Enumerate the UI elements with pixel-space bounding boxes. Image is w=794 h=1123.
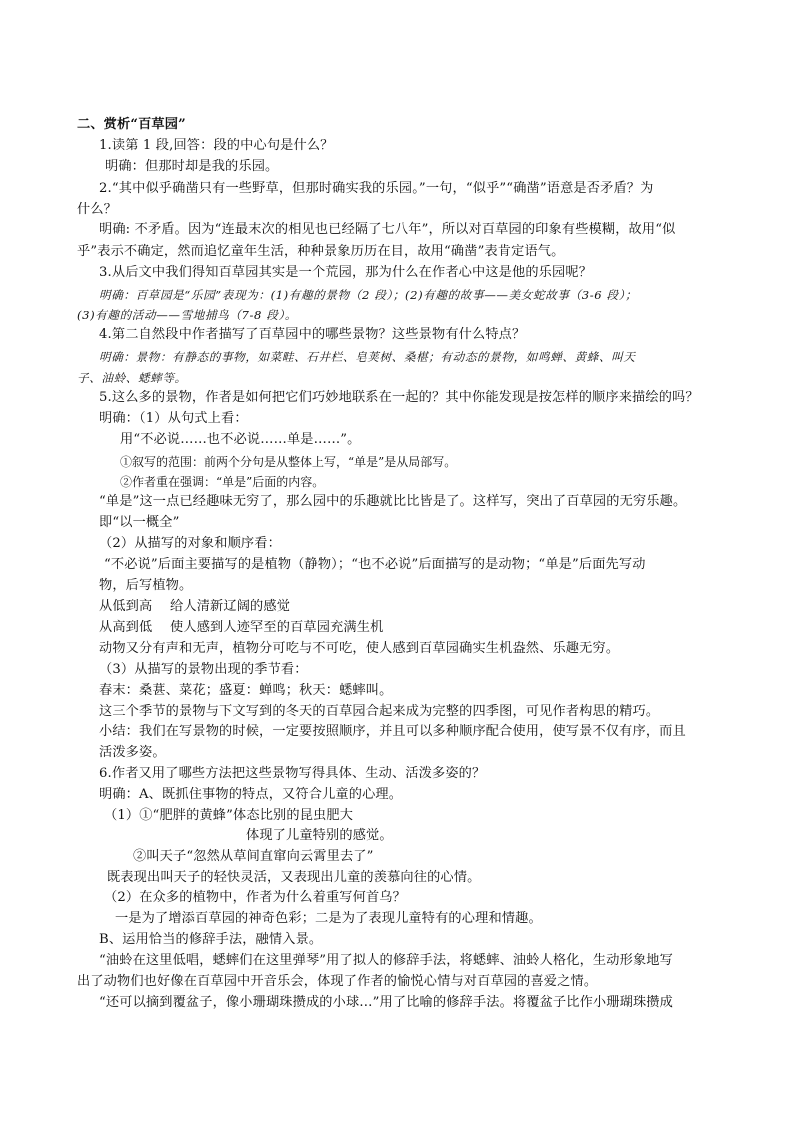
answer-6-rhetoric-heading: B、运用恰当的修辞手法，融情入景。 — [99, 932, 323, 947]
question-2-line-1: 2.“其中似乎确凿只有一些野草，但那时确实我的乐园。”一句，“似乎”“确凿”语意是否矛盾？为 — [99, 181, 654, 196]
answer-4-line-2: 子、油蛉、蟋蟀等。 — [77, 371, 187, 385]
question-5: 5.这么多的景物，作者是如何把它们巧妙地联系在一起的？其中你能发现是按怎样的顺序来描绘的吗？ — [99, 390, 699, 405]
question-1: 1.读第 1 段,回答：段的中心句是什么？ — [99, 138, 334, 153]
answer-6-a-1: （1）①“肥胖的黄蜂”体态比别的昆虫肥大 — [104, 808, 354, 823]
answer-5-point-2: ②作者重在强调：“单是”后面的内容。 — [120, 475, 325, 489]
answer-5-point-1: ①叙写的范围：前两个分句是从整体上写，“单是”是从局部写。 — [120, 455, 457, 469]
summary-line-1: 小结：我们在写景物的时候，一定要按照顺序，并且可以多种顺序配合使用，使写景不仅有序，而且 — [99, 724, 686, 739]
answer-6-b-question: （2）在众多的植物中，作者为什么着重写何首乌？ — [104, 890, 406, 905]
answer-5-order-line-2: 物，后写植物。 — [99, 578, 193, 593]
answer-5-heading-1: 明确：（1）从句式上看： — [99, 411, 248, 426]
answer-6-a: 明确：A、既抓住事物的特点，又符合儿童的心理。 — [99, 787, 403, 802]
answer-1: 明确：但那时却是我的乐园。 — [105, 159, 279, 174]
question-2-line-2: 什么？ — [77, 202, 118, 217]
answer-5-order-line-1: “不必说”后面主要描写的是植物（静物）；“也不必说”后面描写的是动物；“单是”后面先写动 — [104, 557, 646, 572]
answer-4-line-1: 明确：景物：有静态的事物，如菜畦、石井栏、皂荚树、桑椹；有动态的景物，如鸣蝉、黄蜂、叫天 — [99, 350, 636, 364]
answer-5-summary: 即“以一概全” — [99, 515, 180, 530]
answer-6-a-2: ②叫天子“忽然从草间直窜向云霄里去了” — [133, 849, 374, 864]
answer-5-low-to-high: 从低到高 给人清新辽阔的感觉 — [99, 599, 291, 614]
answer-2-line-2: 乎”表示不确定，然而追忆童年生活，种种景象历历在目，故用“确凿”表肯定语气。 — [77, 244, 565, 259]
rhetoric-example-1-line-2: 出了动物们也好像在百草园中开音乐会，体现了作者的愉悦心情与对百草园的喜爱之情。 — [77, 974, 598, 989]
answer-5-seasons: 春末：桑葚、菜花；盛夏：蝉鸣；秋天：蟋蟀叫。 — [99, 683, 393, 698]
answer-5-heading-3: （3）从描写的景物出现的季节看： — [99, 662, 308, 677]
rhetoric-example-2: “还可以摘到覆盆子，像小珊瑚珠攒成的小球…”用了比喻的修辞手法。将覆盆子比作小珊瑚珠攒成 — [99, 995, 673, 1010]
answer-3-line-1: 明确：百草园是“乐园”表现为：(1)有趣的景物（2 段）；(2)有趣的故事——美女蛇故事（3-6 段）； — [99, 288, 638, 302]
answer-5-animals-plants: 动物又分有声和无声，植物分可吃与不可吃，使人感到百草园确实生机盎然、乐趣无穷。 — [99, 641, 620, 656]
answer-5-high-to-low: 从高到低 使人感到人迹罕至的百草园充满生机 — [99, 620, 384, 635]
answer-5-explanation: “单是”这一点已经趣味无穷了，那么园中的乐趣就比比皆是了。这样写，突出了百草园的无穷乐趣。 — [99, 494, 687, 509]
answer-5-sentence-pattern: 用“不必说……也不必说……单是……”。 — [120, 432, 361, 447]
answer-5-heading-2: （2）从描写的对象和顺序看： — [99, 536, 281, 551]
answer-6-b-answer: 一是为了增添百草园的神奇色彩；二是为了表现儿童特有的心理和情趣。 — [115, 911, 542, 926]
summary-line-2: 活泼多姿。 — [99, 745, 166, 760]
answer-6-a-1-feeling: 体现了儿童特别的感觉。 — [246, 828, 393, 843]
question-6: 6.作者又用了哪些方法把这些景物写得具体、生动、活泼多姿的？ — [99, 766, 486, 781]
answer-5-four-seasons: 这三个季节的景物与下文写到的冬天的百草园合起来成为完整的四季图，可见作者构思的精巧。 — [99, 704, 660, 719]
section-title: 二、赏析“百草园” — [77, 117, 186, 132]
rhetoric-example-1-line-1: “油蛉在这里低唱，蟋蟀们在这里弹琴”用了拟人的修辞手法，将蟋蟀、油蛉人格化，生动形象地写 — [99, 953, 673, 968]
answer-2-line-1: 明确: 不矛盾。因为“连最末次的相见也已经隔了七八年”，所以对百草园的印象有些模糊，故用“似 — [99, 222, 676, 237]
question-3: 3.从后文中我们得知百草园其实是一个荒园，那为什么在作者心中这是他的乐园呢？ — [99, 265, 593, 280]
answer-3-line-2: (3)有趣的活动——雪地捕鸟（7-8 段）。 — [77, 308, 298, 322]
question-4: 4.第二自然段中作者描写了百草园中的哪些景物？这些景物有什么特点？ — [99, 327, 526, 342]
answer-6-a-2-explanation: 既表现出叫天子的轻快灵活，又表现出儿童的羡慕向往的心情。 — [107, 870, 481, 885]
